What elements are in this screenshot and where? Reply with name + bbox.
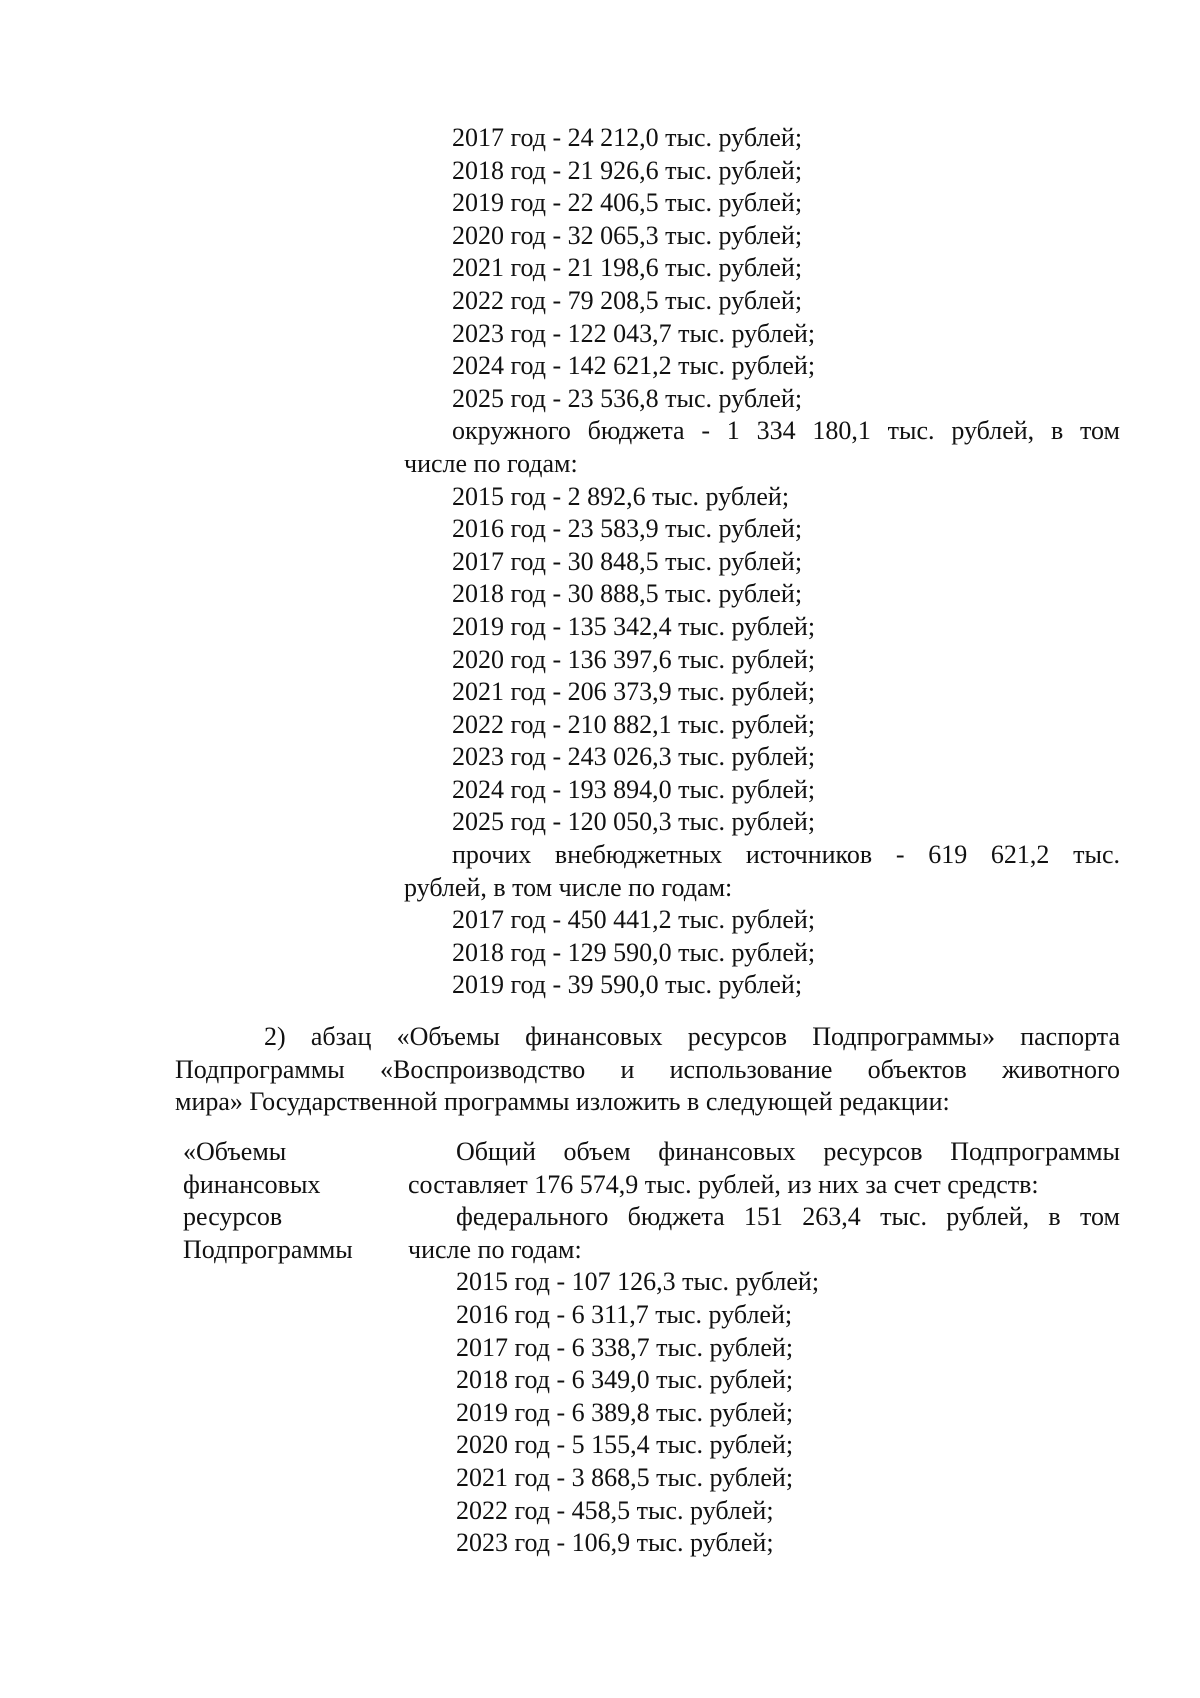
financing-continuation-block	[404, 122, 1120, 1002]
other-year-line: 2019 год - 39 590,0 тыс. рублей;	[452, 970, 803, 1000]
district-year-line: 2023 год - 122 043,7 тыс. рублей;	[452, 318, 816, 348]
district-year-line: 2024 год - 142 621,2 тыс. рублей;	[452, 351, 816, 381]
district-year-line: 2019 год - 22 406,5 тыс. рублей;	[452, 188, 803, 218]
okrug-year-line: 2016 год - 23 583,9 тыс. рублей;	[452, 514, 803, 544]
other-year-line: 2018 год - 129 590,0 тыс. рублей;	[452, 937, 816, 967]
federal-budget-heading: федерального бюджета 151 263,4 тыс. рублей, в том	[456, 1202, 1120, 1232]
okrug-year-line: 2023 год - 243 026,3 тыс. рублей;	[452, 742, 816, 772]
federal-year-line: 2022 год - 458,5 тыс. рублей;	[456, 1495, 774, 1525]
federal-year-line: 2021 год - 3 868,5 тыс. рублей;	[456, 1462, 794, 1492]
row-title-line: финансовых	[183, 1169, 321, 1199]
district-year-line: 2025 год - 23 536,8 тыс. рублей;	[452, 383, 803, 413]
district-year-line: 2021 год - 21 198,6 тыс. рублей;	[452, 253, 803, 283]
row-title-cell	[183, 1136, 393, 1266]
okrug-year-line: 2024 год - 193 894,0 тыс. рублей;	[452, 774, 816, 804]
federal-year-line: 2018 год - 6 349,0 тыс. рублей;	[456, 1365, 794, 1395]
okrug-year-line: 2021 год - 206 373,9 тыс. рублей;	[452, 677, 816, 707]
federal-year-line: 2020 год - 5 155,4 тыс. рублей;	[456, 1430, 794, 1460]
okrug-budget-heading-cont: числе по годам:	[404, 448, 578, 478]
okrug-year-line: 2020 год - 136 397,6 тыс. рублей;	[452, 644, 816, 674]
other-sources-heading: прочих внебюджетных источников - 619 621,2 тыс.	[452, 840, 1120, 870]
okrug-year-line: 2022 год - 210 882,1 тыс. рублей;	[452, 709, 816, 739]
okrug-year-line: 2017 год - 30 848,5 тыс. рублей;	[452, 546, 803, 576]
okrug-budget-heading: окружного бюджета - 1 334 180,1 тыс. рублей, в том	[452, 416, 1120, 446]
federal-year-line: 2017 год - 6 338,7 тыс. рублей;	[456, 1332, 794, 1362]
okrug-year-line: 2025 год - 120 050,3 тыс. рублей;	[452, 807, 816, 837]
federal-year-line: 2015 год - 107 126,3 тыс. рублей;	[456, 1267, 820, 1297]
district-year-line: 2018 год - 21 926,6 тыс. рублей;	[452, 155, 803, 185]
row-title-line: ресурсов	[183, 1202, 283, 1232]
total-volume-heading-cont: составляет 176 574,9 тыс. рублей, из них за счет средств:	[408, 1169, 1039, 1199]
amendment-paragraph	[175, 1021, 1120, 1119]
paragraph-line: мира» Государственной программы изложить в следующей редакции:	[175, 1087, 950, 1117]
okrug-year-line: 2018 год - 30 888,5 тыс. рублей;	[452, 579, 803, 609]
row-title-line: «Объемы	[183, 1137, 287, 1166]
federal-year-line: 2016 год - 6 311,7 тыс. рублей;	[456, 1299, 793, 1329]
total-volume-heading: Общий объем финансовых ресурсов Подпрограммы	[456, 1137, 1120, 1166]
federal-year-line: 2019 год - 6 389,8 тыс. рублей;	[456, 1397, 794, 1427]
other-sources-heading-cont: рублей, в том числе по годам:	[404, 872, 733, 902]
district-year-line: 2017 год - 24 212,0 тыс. рублей;	[452, 123, 803, 152]
federal-budget-heading-cont: числе по годам:	[408, 1234, 582, 1264]
district-year-line: 2020 год - 32 065,3 тыс. рублей;	[452, 220, 803, 250]
other-year-line: 2017 год - 450 441,2 тыс. рублей;	[452, 905, 816, 935]
paragraph-line: Подпрограммы «Воспроизводство и использование объектов животного	[175, 1054, 1120, 1084]
paragraph-line: 2) абзац «Объемы финансовых ресурсов Подпрограммы» паспорта	[264, 1022, 1120, 1051]
row-content-cell	[408, 1136, 1120, 1560]
okrug-year-line: 2019 год - 135 342,4 тыс. рублей;	[452, 611, 816, 641]
row-title-line: Подпрограммы	[183, 1234, 353, 1264]
okrug-year-line: 2015 год - 2 892,6 тыс. рублей;	[452, 481, 790, 511]
federal-year-line: 2023 год - 106,9 тыс. рублей;	[456, 1528, 774, 1558]
district-year-line: 2022 год - 79 208,5 тыс. рублей;	[452, 285, 803, 315]
